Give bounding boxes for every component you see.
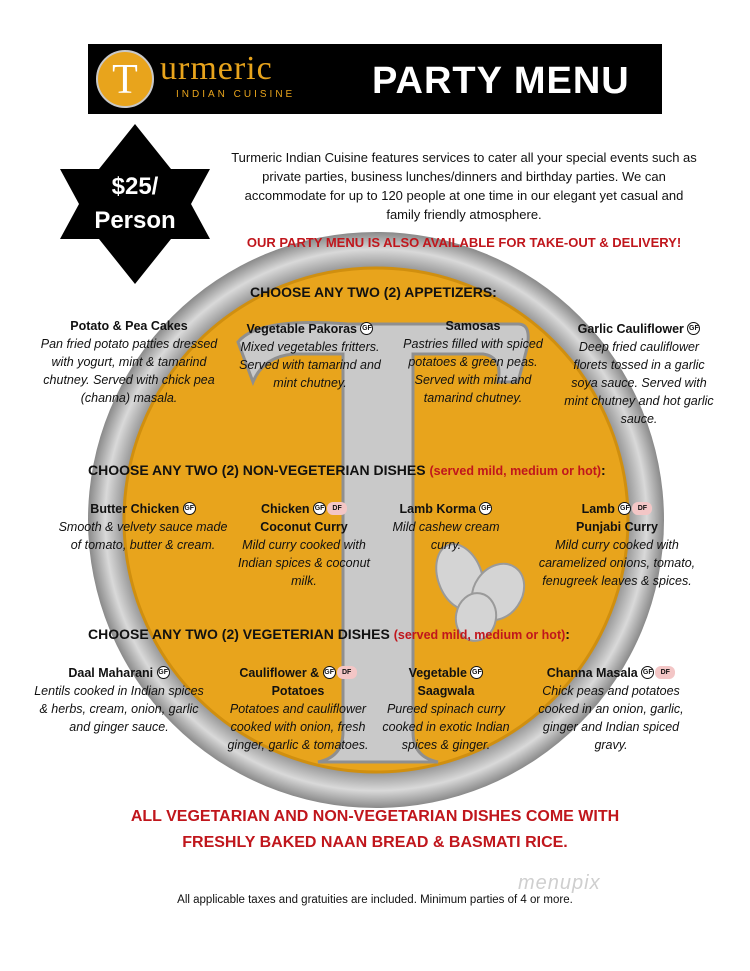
brand-subtitle: INDIAN CUISINE (176, 89, 296, 100)
price-amount: $25/ (111, 173, 159, 200)
spice-note: (served mild, medium or hot) (429, 464, 602, 478)
item-name-line2: Saagwala (417, 684, 475, 698)
item-desc: Smooth & velvety sauce made of tomato, butter & cream. (58, 520, 228, 552)
gluten-free-badge: GF (641, 666, 654, 679)
gluten-free-badge: GF (313, 502, 326, 515)
gluten-free-badge: GF (360, 322, 373, 335)
brand-name: urmeric (160, 50, 273, 87)
gluten-free-badge: GF (479, 502, 492, 515)
item-desc: Chick peas and potatoes cooked in an onion, garlic, ginger and Indian spiced gravy. (538, 684, 684, 752)
menu-item-potato-pea-cakes (28, 317, 230, 407)
menu-item-channa-masala (528, 664, 694, 754)
menu-item-cauliflower-potatoes (218, 664, 378, 754)
intro-text: Turmeric Indian Cuisine features services to cater all your special events such as private parties, business lunches/dinners and birthday parties. We can accommodate for up to 120 people at one time in our elegant yet casual and family friendly atmosphere. (231, 150, 697, 222)
item-name: Chicken (260, 502, 310, 516)
dairy-free-badge: DF (632, 502, 652, 515)
item-desc: Potatoes and cauliflower cooked with onion, fresh ginger, garlic & tomatoes. (227, 702, 369, 752)
item-name: Cauliflower & (239, 666, 320, 680)
price-badge (72, 170, 198, 238)
sides-notice-line2: FRESHLY BAKED NAAN BREAD & BASMATI RICE. (182, 834, 568, 851)
gluten-free-badge: GF (470, 666, 483, 679)
item-name: Garlic Cauliflower (577, 322, 684, 336)
dairy-free-badge: DF (327, 502, 347, 515)
item-desc: Mixed vegetables fritters. Served with tamarind and mint chutney. (239, 340, 381, 390)
gluten-free-badge: GF (618, 502, 631, 515)
item-name: Channa Masala (546, 666, 638, 680)
page-title: PARTY MENU (372, 60, 630, 102)
price-unit: Person (94, 207, 176, 234)
item-name: Butter Chicken (90, 502, 180, 516)
gluten-free-badge: GF (183, 502, 196, 515)
item-desc: Pastries filled with spiced potatoes & green peas. Served with mint and tamarind chutney. (403, 337, 543, 405)
item-name: Lamb Korma (399, 502, 476, 516)
item-name-line2: Coconut Curry (260, 520, 348, 534)
item-desc: Mild curry cooked with caramelized onions, tomato, fenugreek leaves & spices. (538, 538, 696, 588)
menu-item-vegetable-pakoras (238, 320, 382, 392)
item-name: Vegetable Pakoras (246, 322, 357, 336)
item-desc: Pureed spinach curry cooked in exotic Indian spices & ginger. (382, 702, 510, 752)
menu-item-samosas (396, 317, 550, 407)
sides-notice (60, 804, 690, 856)
item-name: Samosas (445, 319, 501, 333)
menu-item-lamb-punjabi-curry (520, 500, 714, 590)
item-name: Daal Maharani (68, 666, 154, 680)
watermark: menupix (518, 872, 601, 894)
sides-notice-line1: ALL VEGETARIAN AND NON-VEGETARIAN DISHES COME WITH (130, 808, 620, 825)
menu-item-vegetable-saagwala (382, 664, 510, 754)
menu-item-daal-maharani (30, 664, 208, 736)
item-name-line2: Potatoes (271, 684, 325, 698)
fine-print: All applicable taxes and gratuities are included. Minimum parties of 4 or more. (177, 894, 573, 906)
veg-heading: CHOOSE ANY TWO (2) VEGETERIAN DISHES (served mild, medium or hot): (88, 626, 570, 642)
item-name: Vegetable (408, 666, 467, 680)
gluten-free-badge: GF (157, 666, 170, 679)
gluten-free-badge: GF (687, 322, 700, 335)
takeout-notice: OUR PARTY MENU IS ALSO AVAILABLE FOR TAKE-OUT & DELIVERY! (246, 235, 682, 250)
non-veg-heading: CHOOSE ANY TWO (2) NON-VEGETERIAN DISHES (served mild, medium or hot): (88, 462, 606, 478)
menu-item-chicken-coconut-curry (236, 500, 372, 590)
item-desc: Pan fried potato patties dressed with yogurt, mint & tamarind chutney. Served with chick pea (channa) masala. (40, 337, 218, 405)
dairy-free-badge: DF (337, 666, 357, 679)
item-name-line2: Punjabi Curry (576, 520, 658, 534)
logo-icon: T (96, 50, 154, 108)
item-desc: Deep fried cauliflower florets tossed in a garlic soya sauce. Served with mint chutney and hot garlic sauce. (564, 340, 714, 426)
spice-note: (served mild, medium or hot) (393, 628, 566, 642)
menu-item-butter-chicken (58, 500, 228, 554)
menu-item-lamb-korma (380, 500, 512, 554)
item-desc: Mild curry cooked with Indian spices & coconut milk. (237, 538, 371, 588)
item-name: Potato & Pea Cakes (70, 319, 188, 333)
item-desc: Lentils cooked in Indian spices & herbs, cream, onion, garlic and ginger sauce. (34, 684, 204, 734)
item-desc: Mild cashew cream curry. (392, 520, 500, 552)
menu-item-garlic-cauliflower (564, 320, 714, 428)
dairy-free-badge: DF (655, 666, 675, 679)
appetizers-heading: CHOOSE ANY TWO (2) APPETIZERS: (250, 284, 497, 300)
gluten-free-badge: GF (323, 666, 336, 679)
item-name: Lamb (581, 502, 615, 516)
